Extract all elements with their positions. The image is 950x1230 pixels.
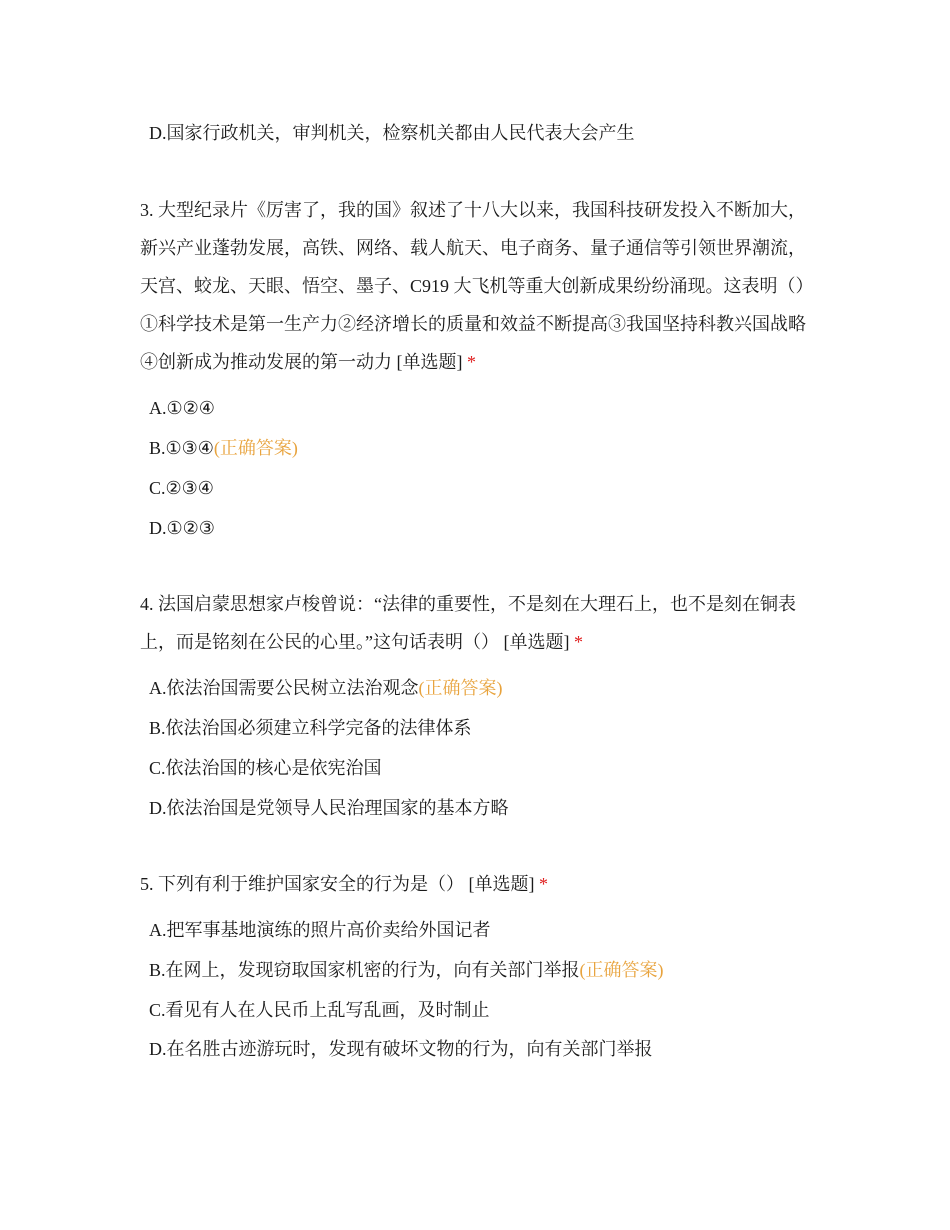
required-mark: * xyxy=(574,632,583,652)
option-text: C.依法治国的核心是依宪治国 xyxy=(149,758,382,778)
correct-answer-label: (正确答案) xyxy=(579,960,664,980)
question-4-option-b xyxy=(149,716,472,740)
option-text: C.②③④ xyxy=(149,478,214,498)
question-type-label: [单选题] xyxy=(468,874,535,894)
option-text: A.把军事基地演练的照片高价卖给外国记者 xyxy=(149,920,491,940)
prev-question-option-d xyxy=(149,121,635,145)
option-text: D.①②③ xyxy=(149,518,215,538)
option-text: A.依法治国需要公民树立法治观念 xyxy=(149,678,419,698)
question-4-option-c xyxy=(149,756,382,780)
option-text: D.在名胜古迹游玩时，发现有破坏文物的行为，向有关部门举报 xyxy=(149,1039,653,1059)
option-text: B.①③④ xyxy=(149,438,214,458)
question-3-option-a xyxy=(149,396,215,420)
question-3-option-c xyxy=(149,476,214,500)
question-4-option-d xyxy=(149,796,509,820)
correct-answer-label: (正确答案) xyxy=(213,438,298,458)
question-5 xyxy=(140,865,820,903)
question-3-text: 3. 大型纪录片《厉害了，我的国》叙述了十八大以来，我国科技研发投入不断加大，新兴产业蓬勃发展，高铁、网络、载人航天、电子商务、量子通信等引领世界潮流，天宫、蛟龙、天眼、悟空、墨子、C919 大飞机等重大创新成果纷纷涌现。这表明（）①科学技术是第一生产力②经济增长的质量和效益不断提高③我国坚持科教兴国战略④创新成为推动发展的第一动力 xyxy=(140,200,814,372)
question-3-option-d xyxy=(149,516,215,540)
question-5-option-a xyxy=(149,918,491,942)
question-5-option-c xyxy=(149,998,490,1022)
question-3-option-b xyxy=(149,436,298,460)
question-5-text: 5. 下列有利于维护国家安全的行为是（） xyxy=(140,874,469,894)
question-5-option-d xyxy=(149,1037,653,1061)
question-type-label: [单选题] xyxy=(396,352,463,372)
option-text: B.在网上，发现窃取国家机密的行为，向有关部门举报 xyxy=(149,960,580,980)
correct-answer-label: (正确答案) xyxy=(418,678,503,698)
option-text: D.依法治国是党领导人民治理国家的基本方略 xyxy=(149,798,509,818)
option-text: D.国家行政机关，审判机关，检察机关都由人民代表大会产生 xyxy=(149,123,635,143)
question-5-option-b xyxy=(149,958,664,982)
option-text: B.依法治国必须建立科学完备的法律体系 xyxy=(149,718,472,738)
option-text: A.①②④ xyxy=(149,398,215,418)
question-4-text: 4. 法国启蒙思想家卢梭曾说：“法律的重要性，不是刻在大理石上，也不是刻在铜表上，而是铭刻在公民的心里。”这句话表明（） xyxy=(140,594,796,652)
option-text: C.看见有人在人民币上乱写乱画，及时制止 xyxy=(149,1000,490,1020)
question-4 xyxy=(140,585,820,661)
required-mark: * xyxy=(467,352,476,372)
required-mark: * xyxy=(539,874,548,894)
question-type-label: [单选题] xyxy=(503,632,570,652)
question-4-option-a xyxy=(149,676,503,700)
question-3 xyxy=(140,191,820,381)
